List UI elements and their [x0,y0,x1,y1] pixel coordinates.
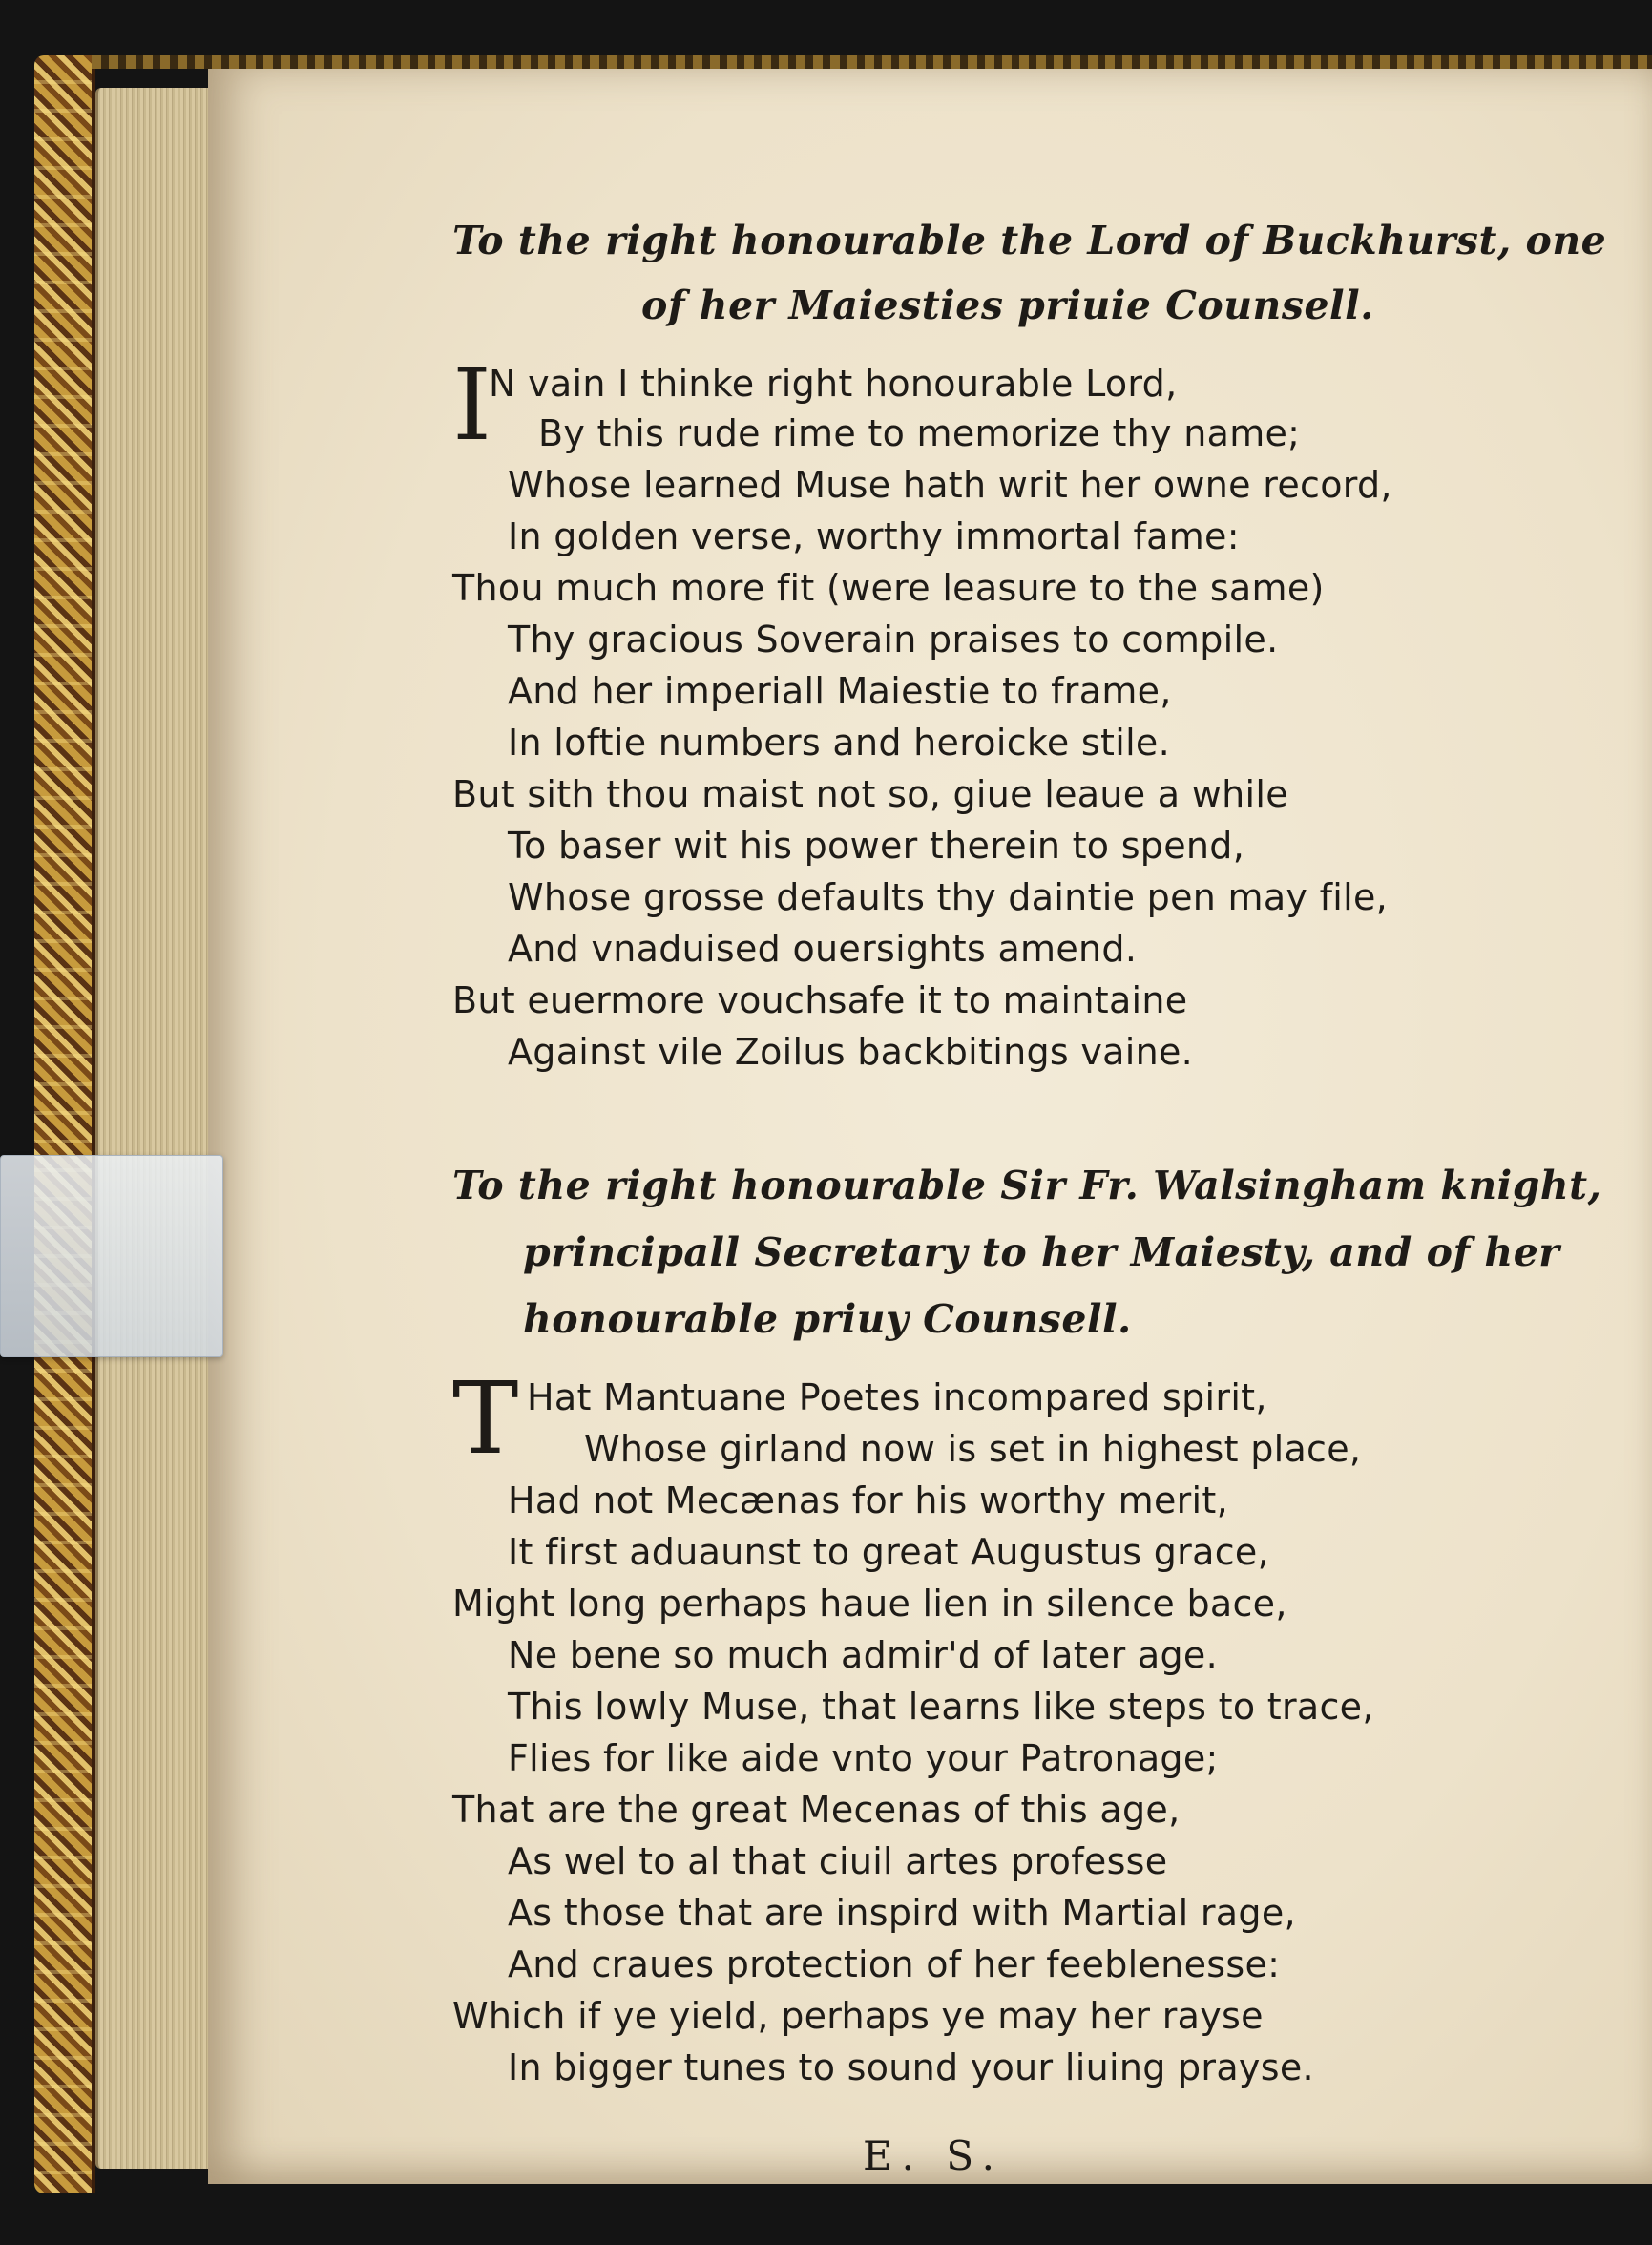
dedication-1-line: And vnaduised ouersights amend. [508,928,1138,970]
signature: E. S. [863,2132,1004,2179]
dedication-2-line: As wel to al that ciuil artes professe [508,1840,1168,1882]
dedication-2-line: Flies for like aide vnto your Patronage; [508,1737,1219,1779]
dedication-2-line: It first aduaunst to great Augustus grace, [508,1531,1269,1573]
dedication-1-line: And her imperiall Maiestie to frame, [508,670,1172,712]
dedication-1-line: Whose learned Muse hath writ her owne record, [508,464,1392,506]
dedication-2-line: Might long perhaps haue lien in silence bace, [452,1583,1287,1625]
dedication-2-line: As those that are inspird with Martial rage, [508,1892,1296,1934]
dedication-2-line: Ne bene so much admir'd of later age. [508,1634,1218,1676]
dedication-1-line: To baser wit his power therein to spend, [508,825,1245,867]
dedication-1-line: By this rude rime to memorize thy name; [538,412,1301,454]
dedication-1-line: In loftie numbers and heroicke stile. [508,722,1170,764]
dedication-2-line-first: Hat Mantuane Poetes incompared spirit, [527,1376,1267,1418]
dedication-2-line: Which if ye yield, perhaps ye may her rayse [452,1995,1264,2037]
dedication-1-line: Thou much more fit (were leasure to the same) [452,567,1325,609]
dedication-2-line: And craues protection of her feeblenesse: [508,1943,1281,1985]
dedication-1-line: But euermore vouchsafe it to maintaine [452,979,1188,1021]
dedication-1-line: Against vile Zoilus backbitings vaine. [508,1031,1194,1073]
dedication-1-line: Thy gracious Soverain praises to compile. [508,619,1279,661]
dedication-2-dropcap: T [452,1360,519,1477]
dedication-1-title-line-2: of her Maiesties priuie Counsell. [641,283,1374,328]
dedication-1-line: Whose grosse defaults thy daintie pen may file, [508,876,1389,918]
dedication-2-title-line-1: To the right honourable Sir Fr. Walsingham knight, [452,1163,1602,1208]
dedication-2-line: In bigger tunes to sound your liuing prayse. [508,2046,1314,2088]
dedication-2-line: Whose girland now is set in highest place, [584,1428,1362,1470]
gilt-cover-edge [34,55,95,2193]
dedication-2-line: That are the great Mecenas of this age, [452,1789,1181,1831]
gilt-top-border [92,55,1652,69]
dedication-1-line: In golden verse, worthy immortal fame: [508,515,1240,557]
dedication-1-line: But sith thou maist not so, giue leaue a while [452,773,1288,815]
dedication-2-title-line-2: principall Secretary to her Maiesty, and of her [523,1229,1560,1275]
dedication-2-title-line-3: honourable priuy Counsell. [523,1296,1132,1342]
plastic-bookmark [0,1155,223,1357]
dedication-1-line-first: N vain I thinke right honourable Lord, [489,363,1178,405]
dedication-1-title-line-1: To the right honourable the Lord of Buckhurst, one [452,218,1607,263]
dedication-1-dropcap: I [452,346,492,463]
page-edges [95,88,209,2169]
dedication-2-line: Had not Mecænas for his worthy merit, [508,1479,1228,1521]
dedication-2-line: This lowly Muse, that learns like steps to trace, [508,1686,1374,1728]
